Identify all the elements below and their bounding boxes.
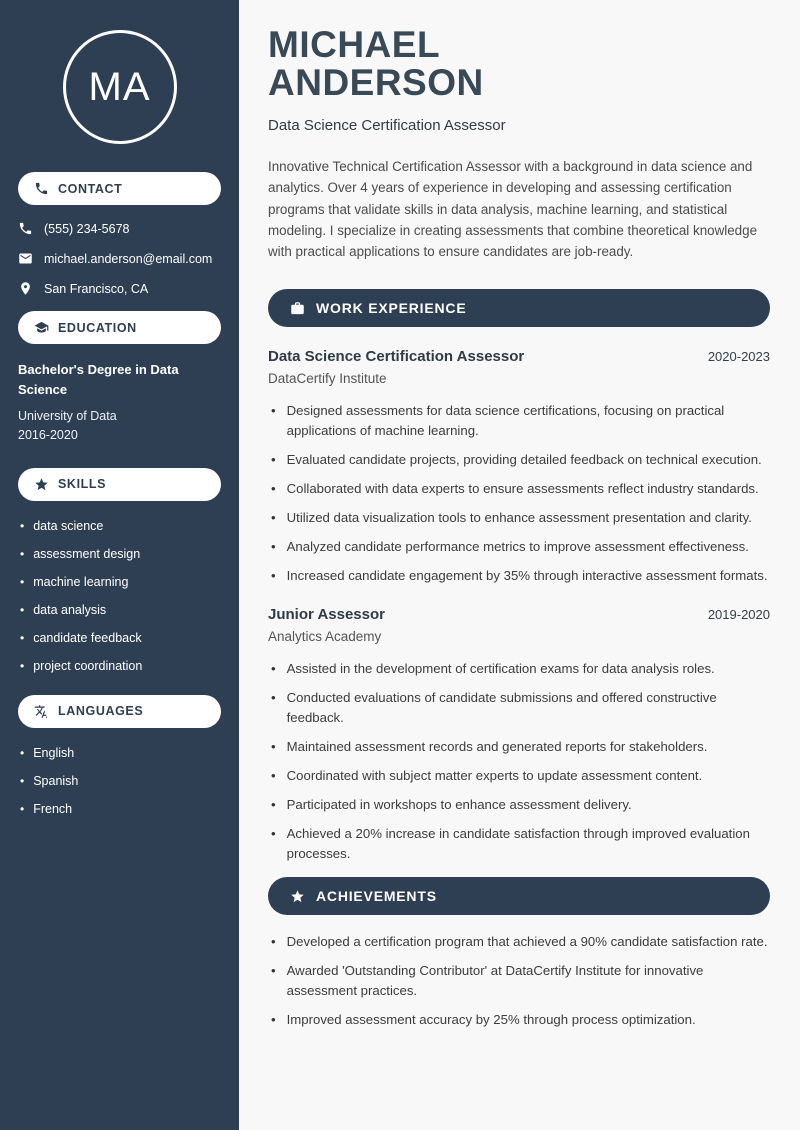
job-bullet [271,566,770,586]
language-label: • English [33,745,75,760]
languages-section-title: LANGUAGES [58,704,144,719]
skill-item [20,547,221,563]
skill-label: • machine learning [33,574,129,589]
skill-label: • data analysis [33,603,107,618]
person-last-name: ANDERSON [268,62,484,104]
envelope-icon [18,251,33,266]
job-company: DataCertify Institute [268,371,387,387]
language-label: • Spanish [33,773,79,788]
job-bullet [271,508,770,528]
job-bullet [271,688,770,727]
star-icon [290,889,305,904]
languages-list [0,744,239,818]
job-bullet [271,766,770,786]
education-section-title: EDUCATION [58,320,137,335]
profile-summary: Innovative Technical Certification Assessor with a background in data science and analytics. Over 4 years of experience in developing and assessing certification programs that validate skills in data analysis, machine learning, and statistical modeling. I specialize in creating assessments that combine theoretical knowledge with practical applications to ensure candidates are job-ready. [268,159,758,259]
skill-item [20,631,221,647]
language-label: • French [33,802,73,816]
skill-label: • data science [33,518,104,533]
skill-item [20,603,221,619]
job-bullet-text: • Maintained assessment records and generated reports for stakeholders. [286,738,708,754]
contact-list [0,221,239,296]
languages-section-header [18,695,221,728]
language-item [20,774,221,790]
work-experience-section-header [268,289,770,327]
graduation-cap-icon [34,320,49,335]
job-bullet [271,537,770,557]
job-bullet [271,659,770,679]
job-dates: 2020-2023 [707,349,770,365]
contact-phone-value: (555) 234-5678 [44,221,130,236]
job-bullet [271,795,770,815]
achievement-text: • Awarded 'Outstanding Contributor' at DataCertify Institute for innovative assessment practices. [286,963,704,998]
achievement-text: • Improved assessment accuracy by 25% through process optimization. [286,1011,696,1027]
contact-section-header [18,172,221,205]
job-bullet [271,824,770,863]
work-experience-section-title: WORK EXPERIENCE [316,300,467,317]
education-years: 2016-2020 [18,428,78,443]
job-bullet [271,737,770,757]
education-section-header [18,311,221,344]
job-bullet-text: • Conducted evaluations of candidate submissions and offered constructive feedback. [286,690,717,725]
translate-icon [34,704,49,719]
star-icon [34,477,49,492]
resume-main [239,0,800,1130]
skills-section-header [18,468,221,501]
contact-email-row [0,251,239,266]
person-job-title: Data Science Certification Assessor [268,117,506,135]
job-title: Junior Assessor [268,606,385,624]
avatar [63,30,177,144]
person-name [268,26,770,102]
person-first-name: MICHAEL [268,24,441,65]
briefcase-icon [290,301,305,316]
job-bullet-text: • Analyzed candidate performance metrics to improve assessment effectiveness. [286,538,749,554]
job-bullet-text: • Evaluated candidate projects, providing detailed feedback on technical execution. [286,451,762,467]
job-bullet-text: • Participated in workshops to enhance assessment delivery. [286,796,632,812]
job-bullet-text: • Assisted in the development of certification exams for data analysis roles. [286,661,715,677]
skill-label: • candidate feedback [33,631,142,646]
contact-email-value: michael.anderson@email.com [44,251,213,266]
avatar-initials: MA [88,64,151,109]
job-dates: 2019-2020 [707,607,770,623]
job-company: Analytics Academy [268,629,382,645]
job-bullet-text: • Designed assessments for data science certifications, focusing on practical applications of machine learning. [286,403,725,438]
job-bullet-list [268,659,770,863]
job-entry [268,606,770,863]
job-title: Data Science Certification Assessor [268,348,525,366]
job-entry [268,348,770,585]
achievements-list [268,932,770,1029]
achievement-bullet [271,1010,770,1030]
job-bullet [271,479,770,499]
achievement-bullet [271,961,770,1000]
contact-location-row [0,281,239,296]
contact-location-value: San Francisco, CA [44,281,149,296]
education-degree: Bachelor's Degree in Data Science [18,362,179,397]
job-bullet [271,450,770,470]
job-bullet [271,401,770,440]
skill-item [20,659,221,675]
skills-list [0,517,239,675]
skill-item [20,519,221,535]
achievements-section-title: ACHIEVEMENTS [316,888,437,905]
education-entry [0,360,239,446]
achievements-section-header [268,877,770,915]
contact-phone-row [0,221,239,236]
job-bullet-text: • Increased candidate engagement by 35% through interactive assessment formats. [286,567,768,583]
skill-label: • assessment design [33,546,141,561]
skill-label: • project coordination [33,659,143,674]
language-item [20,746,221,762]
skills-section-title: SKILLS [58,477,107,492]
language-item [20,802,221,818]
phone-icon [18,221,33,236]
contact-section-title: CONTACT [58,181,123,196]
map-pin-icon [18,281,33,296]
job-bullet-text: • Achieved a 20% increase in candidate satisfaction through improved evaluation processes. [286,825,750,861]
sidebar [0,0,239,1130]
skill-item [20,575,221,591]
phone-icon [34,181,49,196]
job-bullet-list [268,401,770,585]
job-bullet-text: • Collaborated with data experts to ensure assessments reflect industry standards. [286,480,759,496]
job-bullet-text: • Utilized data visualization tools to enhance assessment presentation and clarity. [286,509,752,525]
job-bullet-text: • Coordinated with subject matter experts to update assessment content. [286,767,703,783]
education-school: University of Data [18,409,117,423]
job-header [268,348,770,365]
achievement-text: • Developed a certification program that achieved a 90% candidate satisfaction rate. [286,934,768,950]
job-header [268,606,770,623]
achievement-bullet [271,932,770,952]
